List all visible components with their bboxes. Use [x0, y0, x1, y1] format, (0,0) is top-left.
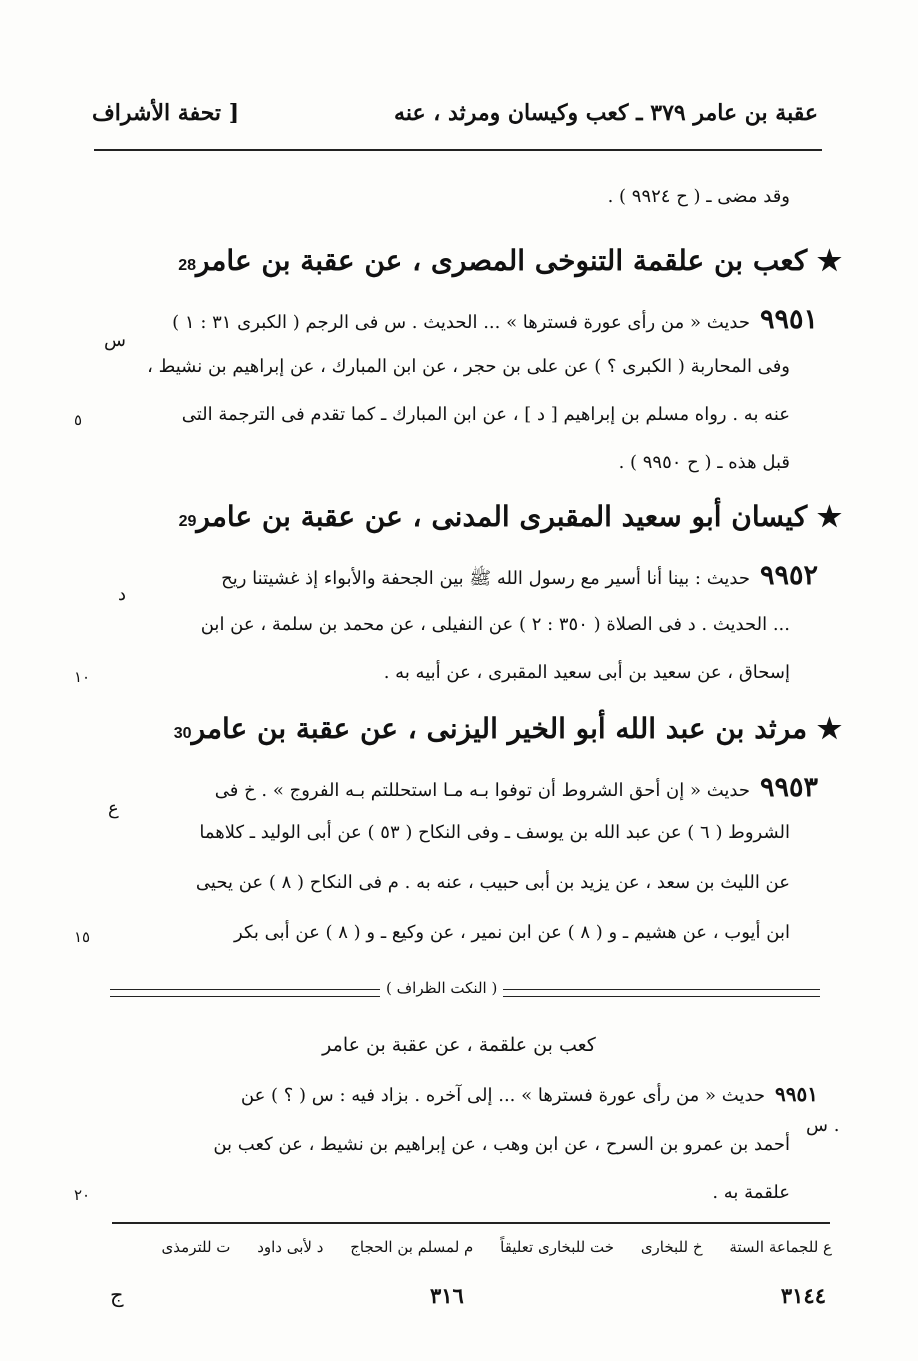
hadith-line [221, 560, 818, 593]
abbr-item: م لمسلم بن الحجاج [350, 1238, 474, 1256]
hadith-text: حديث : بينا أنا أسير مع رسول الله ﷺ بين الجحفة والأبواء إذ غشيتنا ريح [221, 568, 750, 589]
text-line: الشروط ( ٦ ) عن عبد الله بن يوسف ـ وفى النكاح ( ٥٣ ) عن أبى الوليد ـ كلاهما [199, 822, 790, 843]
hadith-number: ٩٩٥٣ [759, 772, 818, 803]
section-title: ★ كيسان أبو سعيد المقبرى المدنى ، عن عقبة بن عامر [196, 500, 842, 533]
text-line: ابن أيوب ، عن هشيم ـ و ( ٨ ) عن ابن نمير ، عن وكيع ـ و ( ٨ ) عن أبى بكر [234, 922, 790, 943]
text-line: عنه به . رواه مسلم بن إبراهيم [ د ] ، عن ابن المبارك ـ كما تقدم فى الترجمة التى [181, 404, 790, 425]
page-number: ٣١٦ [430, 1283, 464, 1308]
running-header-left: [ تحفة الأشراف [92, 100, 240, 126]
text-line: قبل هذه ـ ( ح ٩٩٥٠ ) . [618, 452, 790, 473]
text-line: عن الليث بن سعد ، عن يزيد بن أبى حبيب ، عنه به . م فى النكاح ( ٨ ) عن يحيى [195, 872, 790, 893]
intro-line: وقد مضى ـ ( ح ٩٩٢٤ ) . [607, 186, 790, 207]
abbr-item: خ للبخارى [640, 1238, 703, 1256]
section-title: ★ كعب بن علقمة التنوخى المصرى ، عن عقبة بن عامر [195, 244, 842, 277]
hadith-line [215, 772, 818, 803]
nukat-subtitle: كعب بن علقمة ، عن عقبة بن عامر [322, 1034, 596, 1056]
source-symbol: س [104, 330, 126, 351]
hadith-number: ٩٩٥٢ [759, 560, 818, 591]
section-heading-30 [166, 712, 842, 745]
hadith-number: ٩٩٥١ [759, 304, 818, 335]
text-line: وفى المحاربة ( الكبرى ؟ ) عن على بن حجر ، عن ابن المبارك ، عن إبراهيم بن نشيط ، [147, 356, 790, 377]
running-header-right: عقبة بن عامر ٣٧٩ ـ كعب وكيسان ومرثد ، عنه [394, 100, 818, 126]
source-symbol: د [118, 584, 127, 605]
line-number: ٢٠ [74, 1186, 91, 1204]
source-symbol: ع [108, 798, 119, 819]
hadith-line [241, 1082, 818, 1106]
text-line: ... الحديث . د فى الصلاة ( ٣٥٠ : ٢ ) عن النفيلى ، عن محمد بن سلمة ، عن ابن [200, 614, 790, 635]
header-rule [94, 149, 822, 151]
volume-letter: ج [110, 1283, 124, 1307]
line-number: ٥ [74, 411, 83, 429]
line-number: ١٥ [74, 928, 91, 946]
abbr-item: خت للبخارى تعليقاً [500, 1238, 615, 1256]
section-number: 30 [173, 725, 192, 742]
section-title: ★ مرثد بن عبد الله أبو الخير اليزنى ، عن عقبة بن عامر [191, 712, 842, 745]
source-symbol: س . [806, 1115, 840, 1136]
text-line: إسحاق ، عن سعيد بن أبى سعيد المقبرى ، عن أبيه به . [383, 662, 790, 683]
abbr-item: ت للترمذى [161, 1238, 231, 1256]
abbr-item: د لأبى داود [257, 1238, 324, 1256]
abbr-item: ع للجماعة الستة [729, 1238, 832, 1256]
hadith-line [172, 304, 818, 335]
nukat-divider-label: ( النكت الظراف ) [380, 979, 503, 997]
abbreviations-key [140, 1238, 832, 1256]
section-heading-29 [171, 500, 842, 533]
line-number: ١٠ [74, 668, 91, 686]
text-line: علقمة به . [712, 1182, 790, 1203]
page-code: ٣١٤٤ [780, 1283, 826, 1308]
section-heading-28 [170, 244, 842, 277]
hadith-number: ٩٩٥١ [775, 1082, 818, 1106]
text-line: أحمد بن عمرو بن السرح ، عن ابن وهب ، عن إبراهيم بن نشيط ، عن كعب بن [213, 1134, 790, 1155]
section-number: 28 [178, 257, 196, 274]
hadith-text: حديث « إن أحق الشروط أن توفوا بـه مـا استحللتم بـه الفروج » . خ فى [214, 780, 750, 801]
footer-rule [112, 1222, 830, 1224]
section-number: 29 [178, 513, 197, 530]
hadith-text: حديث « من رأى عورة فسترها » ... الحديث . س فى الرجم ( الكبرى ٣١ : ١ ) [172, 312, 750, 333]
hadith-text: حديث « من رأى عورة فسترها » ... إلى آخره . بزاد فيه : س ( ؟ ) عن [240, 1085, 766, 1106]
